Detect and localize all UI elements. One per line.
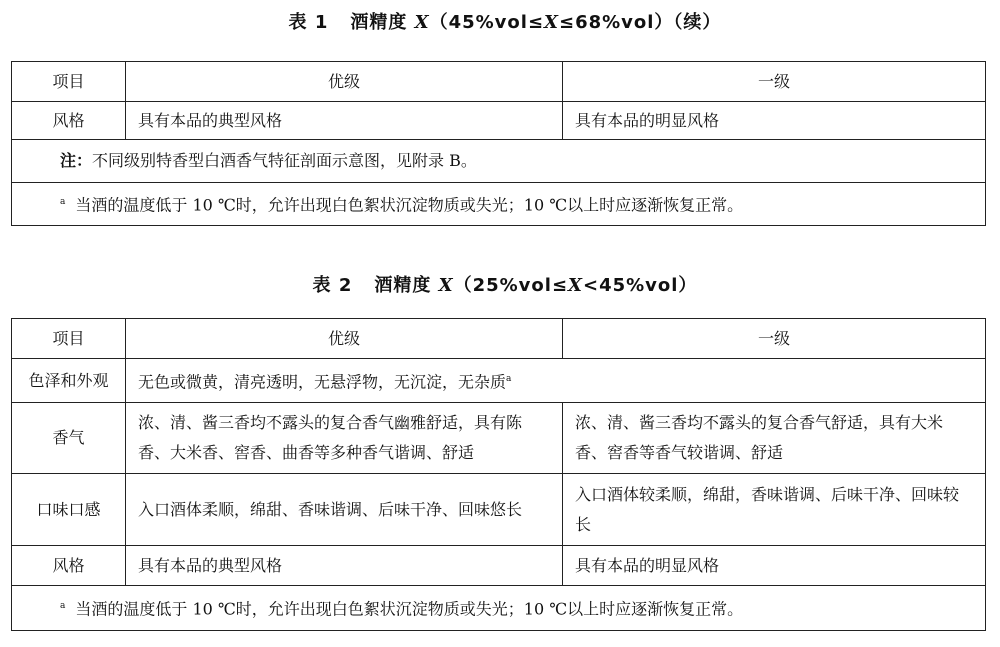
- table1-caption-label: 表 1: [288, 12, 329, 33]
- table1-style-item: 风格: [12, 102, 126, 140]
- table2-footnote-text: 当酒的温度低于 10 ℃时，允许出现白色絮状沉淀物质或失光；10 ℃以上时应逐渐恢复正常。: [75, 599, 744, 619]
- table1-caption-x2: X: [544, 12, 559, 33]
- table2-footnote-mark: a: [60, 601, 66, 612]
- table1-style-premium: 具有本品的典型风格: [126, 102, 563, 140]
- table2-caption-x2: X: [568, 275, 583, 296]
- table2-style-item: 风格: [12, 546, 126, 586]
- table1-note-text: 不同级别特香型白酒香气特征剖面示意图，见附录 B。: [92, 151, 477, 170]
- table2-header-premium: 优级: [126, 319, 563, 359]
- table1-header-row: [12, 62, 986, 102]
- table2-footnote-row: [12, 586, 986, 631]
- table2: [11, 318, 986, 631]
- table2-header-row: [12, 319, 986, 359]
- table2-appearance-item: 色泽和外观: [12, 359, 126, 403]
- table2-caption-label: 表 2: [312, 275, 353, 296]
- table2-footnote: [12, 586, 986, 631]
- table2-appearance-value: [126, 359, 986, 403]
- table1-header-item: 项目: [12, 62, 126, 102]
- table2-header-first: 一级: [563, 319, 986, 359]
- table1-caption-mid: （45%vol≤: [429, 12, 545, 33]
- table1-footnote-row: [12, 183, 986, 226]
- table1-caption-x1: X: [414, 12, 430, 33]
- table1-header-premium: 优级: [126, 62, 563, 102]
- table2-caption-end: <45%vol）: [583, 275, 698, 296]
- table1-header-first: 一级: [563, 62, 986, 102]
- table2-aroma-item: 香气: [12, 403, 126, 474]
- table2-caption-mid: （25%vol≤: [453, 275, 569, 296]
- table1-footnote-mark: a: [60, 197, 66, 208]
- table2-row-taste: [12, 474, 986, 546]
- table1-style-first: 具有本品的明显风格: [563, 102, 986, 140]
- table2-row-aroma: [12, 403, 986, 474]
- table2-row-appearance: [12, 359, 986, 403]
- table2-taste-first: 入口酒体较柔顺，绵甜，香味谐调、后味干净、回味较长: [563, 474, 986, 546]
- table2-appearance-mark: a: [506, 373, 512, 384]
- table2-style-premium: 具有本品的典型风格: [126, 546, 563, 586]
- table1-note-row: [12, 140, 986, 183]
- table2-taste-premium: 入口酒体柔顺，绵甜、香味谐调、后味干净、回味悠长: [126, 474, 563, 546]
- table2-caption: [0, 271, 1000, 297]
- table2-row-style: [12, 546, 986, 586]
- table1-footnote: [12, 183, 986, 226]
- table2-caption-title: 酒精度: [374, 275, 432, 296]
- table2-caption-x1: X: [438, 275, 454, 296]
- table1-footnote-text: 当酒的温度低于 10 ℃时，允许出现白色絮状沉淀物质或失光；10 ℃以上时应逐渐恢复正常。: [75, 195, 744, 215]
- table2-appearance-text: 无色或微黄，清亮透明，无悬浮物，无沉淀，无杂质: [138, 372, 507, 392]
- table1: [11, 61, 986, 226]
- table1-caption: [0, 8, 1000, 34]
- table1-caption-title: 酒精度: [350, 12, 408, 33]
- table1-note: [12, 140, 986, 183]
- table2-style-first: 具有本品的明显风格: [563, 546, 986, 586]
- table2-aroma-premium: 浓、清、酱三香均不露头的复合香气幽雅舒适，具有陈香、大米香、窖香、曲香等多种香气谐调、舒适: [126, 403, 563, 474]
- table2-taste-item: 口味口感: [12, 474, 126, 546]
- table1-caption-end: ≤68%vol）（续）: [559, 12, 722, 33]
- table2-header-item: 项目: [12, 319, 126, 359]
- table1-note-label: 注：: [60, 151, 93, 170]
- table1-row-style: [12, 102, 986, 140]
- table2-aroma-first: 浓、清、酱三香均不露头的复合香气舒适，具有大米香、窖香等香气较谐调、舒适: [563, 403, 986, 474]
